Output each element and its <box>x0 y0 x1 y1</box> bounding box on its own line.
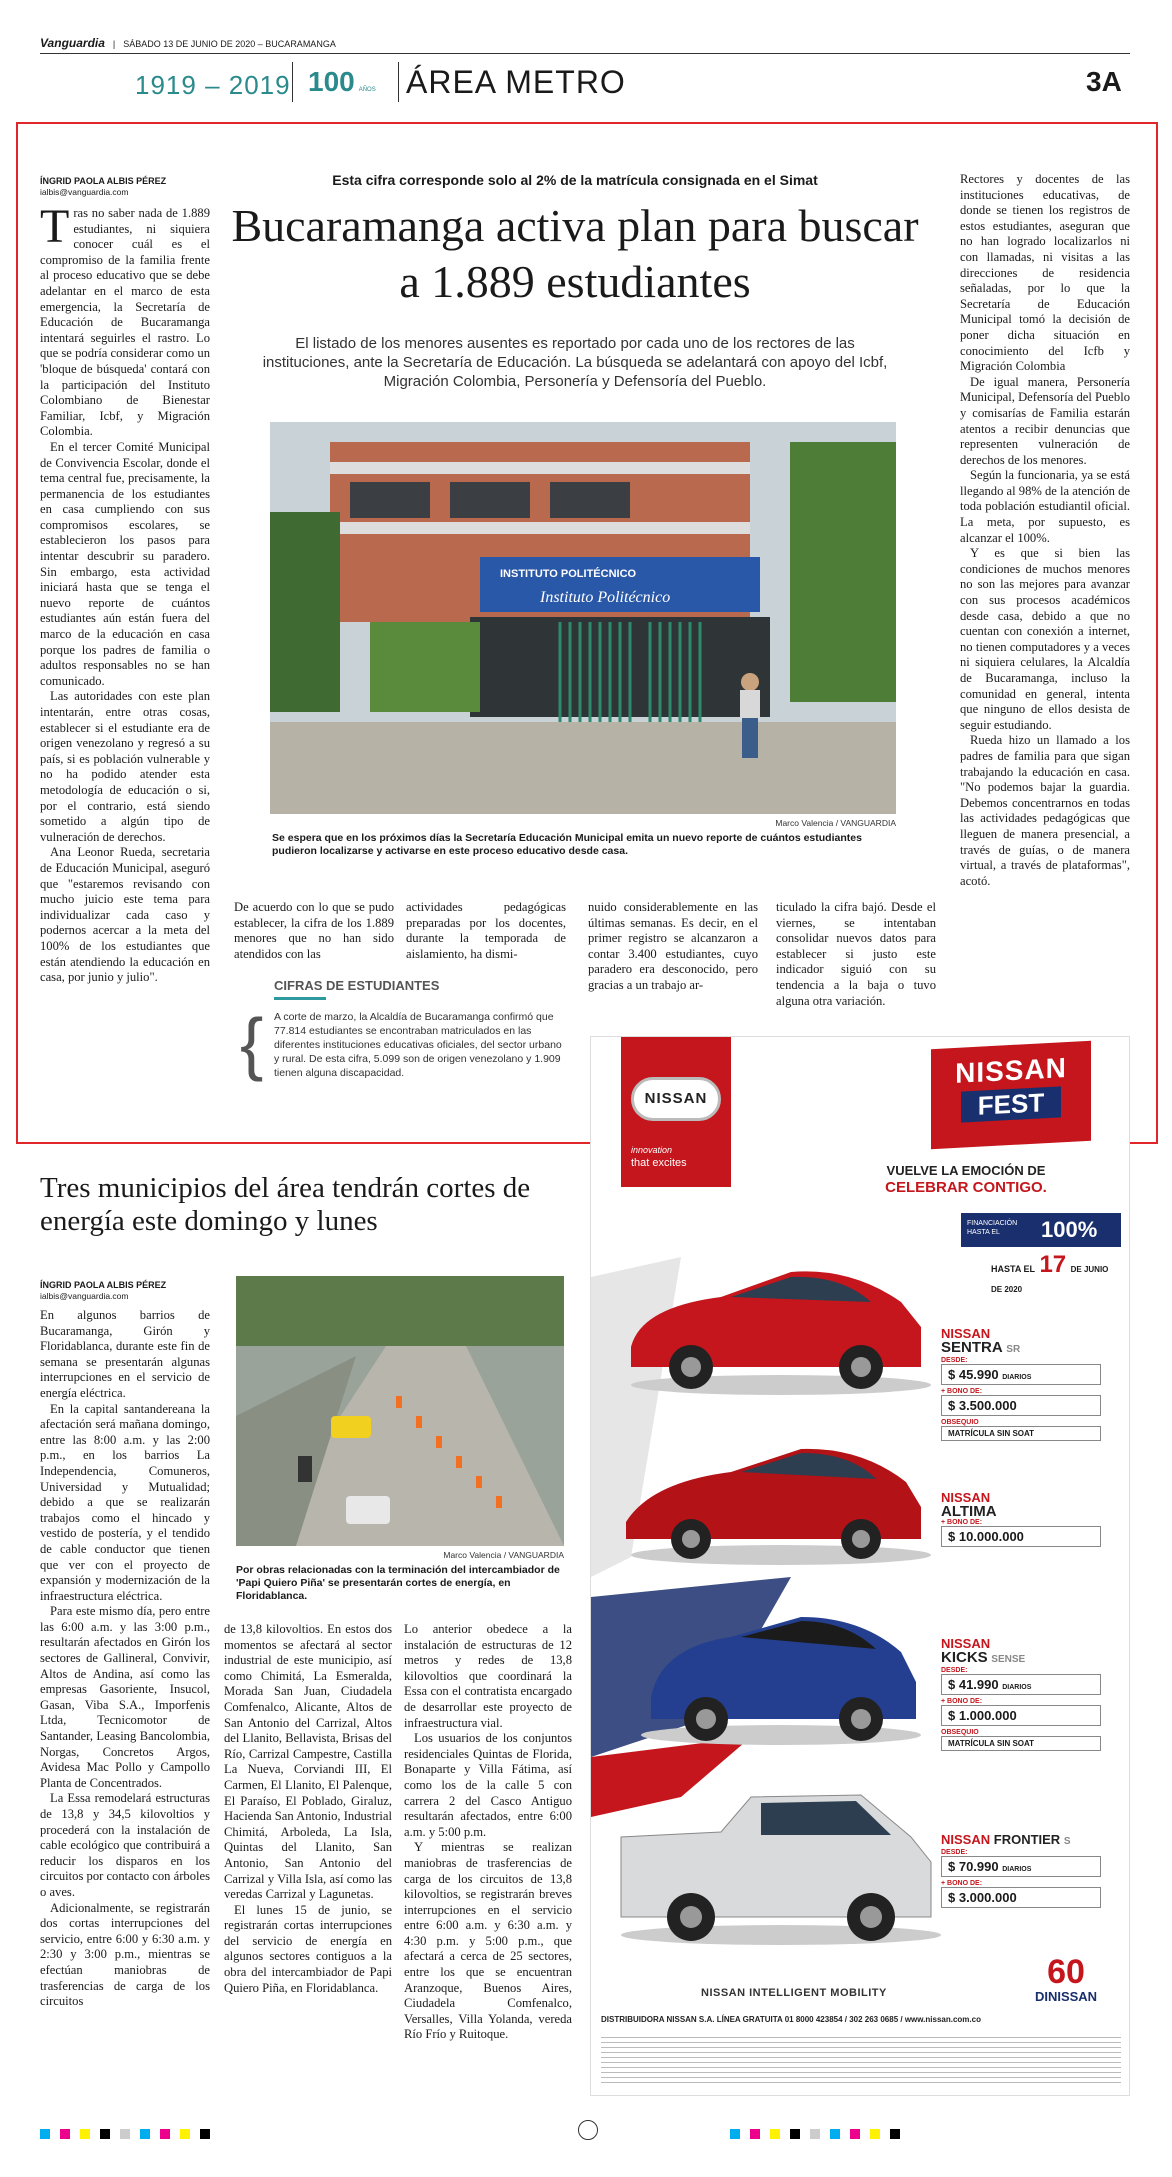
model-name: SENTRA <box>941 1339 1003 1356</box>
car-sentra-image <box>611 1247 931 1397</box>
article1-mid-column-1: De acuerdo con lo que se pudo establecer, la cifra de los 1.889 menores que no han sido atendidos con las <box>234 900 394 961</box>
nissan-logo: NISSAN <box>631 1077 721 1121</box>
registration-mark-icon <box>578 2120 598 2140</box>
article1-mid-column-3: nuido considerablemente en las últimas semanas. Es decir, en el primer registro se alcanzaron a contar 3.400 estudiantes, cuyo paradero era desconocido, pero gracias a un trabajo ar- <box>588 900 758 992</box>
article1-kicker: Esta cifra corresponde solo al 2% de la matrícula consignada en el Simat <box>332 172 818 188</box>
model-kicks: NISSAN KICKS SENSE DESDE: $ 41.990 DIARIOS + BONO DE: $ 1.000.000 OBSEQUIO MATRÍCULA SIN SOAT <box>941 1637 1121 1754</box>
anniversary-logo <box>308 66 376 98</box>
author-name: ÍNGRID PAOLA ALBIS PÉREZ <box>40 176 167 186</box>
model-frontier: NISSAN FRONTIER S DESDE: $ 70.990 DIARIOS + BONO DE: $ 3.000.000 <box>941 1833 1121 1911</box>
stats-box-text: A corte de marzo, la Alcaldía de Bucaramanga confirmó que 77.814 estudiantes se encontraban matriculados en las diferentes instituciones educativas oficiales, del sector urbano y rural. De esta cifra, 5.099 son de origen venezolano y 1.909 tienen alguna discapacidad. <box>274 1011 562 1079</box>
print-color-bar-right <box>730 2126 900 2144</box>
model-name: KICKS <box>941 1649 988 1666</box>
article1-column-1: Tras no saber nada de 1.889 estudiantes, ni siquiera conocer cuál es el compromiso de la familia frente al proceso educativo que se debe adelantar en el marco de esta emergencia, la Secretaría de Educación de Bucaramanga intentará seguirles el rastro. Lo que se podría considerar como un 'bloque de búsqueda' contará con la participación del Instituto Colombiano de Bienestar Familiar, Icbf, y Migración Colombia. En el tercer Comité Municipal de Convivencia Escolar, donde el tema central fue, precisamente, la permanencia de los estudiantes en casa cumpliendo con sus compromisos escolares, se establecieron los pasos para intentar descubrir su paradero. Sin embargo, esta actividad iniciará hasta que se tenga el nuevo reporte de cuántos estudiantes aún están fuera del marco de la educación en casa porque los padres de familia o adultos responsables no se han comunicado. Las autoridades con este plan intentarán, entre otras cosas, establecer si el estudiante era de origen venezolano y regresó a su país, si es población vulnerable y no ha podido atender esta metodología de educación o si, por el contrario, está siendo sometido a algún tipo de vulneración de derechos. Ana Leonor Rueda, secretaria de Educación Municipal, aseguró que "estaremos revisando con mucho juicio este tema para individualizar cada caso y podernos acercar a la meta del 100% de los estudiantes que están atendiendo la educación en casa, por junio y julio". <box>40 200 210 985</box>
nissan-fest-badge: NISSAN FEST <box>931 1041 1091 1149</box>
article2-author-block <box>40 1280 210 1308</box>
model-name: ALTIMA <box>941 1503 997 1520</box>
ad-mobility: NISSAN INTELLIGENT MOBILITY <box>701 1987 887 1999</box>
article2-column-1: En algunos barrios de Bucaramanga, Girón y Floridablanca, durante este fin de semana se presentarán algunas interrupciones en el servicio de energía eléctrica. En la capital santandereana la afectación será mañana domingo, entre las 8:00 a.m. y las 2:00 p.m., en los barrios La Independencia, Comuneros, Universidad y Mutualidad; debido a que se realizarán trabajos como el hincado y vestido de postería, y el tendido de cable conductor que tienen que ver con el proyecto de expansión y modernización de la infraestructura eléctrica. Para este mismo día, pero entre las 6:00 a.m. y las 3:00 p.m., resultarán afectados en Girón los sectores de Gallineral, Convivir, Altos de Andina, así como las empresas Gasoriente, Insucol, Gasan, Viba S.A., Imporfenis Ltda, Tecnicomotor de Santander, Leasing Bancolombia, Norgas, Concretos Argos, Avidesa Mac Pollo y Campollo Planta de Concentrados. La Essa remodelará estructuras de 13,8 y 34,5 kilovoltios y procederá con la instalación de cable ecológico que contribuirá a reducir los disparos en los circuitos por contacto con árboles o aves. Adicionalmente, se registrarán dos cortas interrupciones del servicio, entre 6:00 y 6:30 a.m. y 2:30 y 3:00 p.m., mientras se efectúan maniobras de trasferencias de carga de los circuitos <box>40 1308 210 2009</box>
ad-tagline-2: that excites <box>631 1157 687 1169</box>
car-altima-image <box>611 1427 931 1567</box>
article1-photo-credit: Marco Valencia / VANGUARDIA <box>775 818 896 828</box>
article2-column-3: Lo anterior obedece a la instalación de estructuras de 12 metros y redes de 13,8 kilovoltios que coordinará la Essa con el contratista encargado de desarrollar este proyecto de infraestructura vial. Los usuarios de los conjuntos residenciales Quintas de Florida, Bonaparte y Villa Fátima, así como los de la calle 5 con carrera 2 del Casco Antiguo resultarán afectados, entre 6:00 a.m. y 5:00 p.m. Y mientras se realizan maniobras de trasferencias de carga de los circuitos de 13,8 kilovoltios, se registrarán breves interrupciones en el servicio entre 6:00 a.m. y 6:30 a.m. y 4:30 p.m. y 5:00 p.m., que afectará a cerca de 25 sectores, entre los que se encuentran Aranzoque, Buenos Aires, Ciudadela Comfenalco, Versalles, Villa Yolanda, vereda Río Frío y Ruitoque. <box>404 1622 572 2042</box>
page-number: 3A <box>1086 66 1122 97</box>
drop-cap: T <box>40 200 70 253</box>
until-date: HASTA EL 17 DE JUNIO DE 2020 <box>991 1251 1109 1294</box>
article1-mid-column-4: ticulado la cifra bajó. Desde el viernes, se intentaban consolidar nuevos datos para establecer si justo este indicador siguió con su tendencia a la baja o tuvo alguna otra variación. <box>776 900 936 1008</box>
section-title: ÁREA METRO <box>406 64 626 100</box>
school-photo-illustration <box>270 422 896 814</box>
author-name: ÍNGRID PAOLA ALBIS PÉREZ <box>40 1280 167 1290</box>
ad-distributor: DISTRIBUIDORA NISSAN S.A. LÍNEA GRATUITA 01 8000 423854 / 302 263 0685 / www.nissan.com.co <box>601 2015 981 2024</box>
car-frontier-image <box>611 1777 941 1947</box>
print-color-bar-left <box>40 2126 210 2144</box>
roadworks-photo-illustration <box>236 1276 564 1546</box>
article1-headline: Bucaramanga activa plan para buscar a 1.889 estudiantes <box>231 200 919 307</box>
model-altima: NISSAN ALTIMA + BONO DE: $ 10.000.000 <box>941 1491 1121 1550</box>
ad-headline-2: CELEBRAR CONTIGO. <box>885 1179 1047 1196</box>
article2-headline: Tres municipios del área tendrán cortes de energía este domingo y lunes <box>40 1172 531 1237</box>
years-label: 1919 – 2019 <box>135 70 291 100</box>
ad-brand-panel <box>621 1037 731 1187</box>
nissan-ad[interactable] <box>590 1036 1130 2096</box>
author-email: ialbis@vanguardia.com <box>40 187 129 197</box>
date-line: SÁBADO 13 DE JUNIO DE 2020 – BUCARAMANGA <box>123 39 336 49</box>
article1-photo <box>270 422 896 814</box>
article1-photo-caption: Se espera que en los próximos días la Secretaría Educación Municipal emita un nuevo reporte de cuántos estudiantes pudieron localizarse y activarse en este proceso educativo desde casa. <box>272 832 862 857</box>
article2-column-2: de 13,8 kilovoltios. En estos dos momentos se afectará al sector industrial de este municipio, así como Chimitá, La Esmeralda, Morada San Juan, Ciudadela Comfenalco, Alicante, Altos de San Antonio del Carrizal, Altos del Llanito, Bellavista, Brisas del Río, Carrizal Campestre, Castilla La Nueva, Corviandi III, El Carmen, El Llanito, El Palenque, El Paraíso, El Poblado, Giraluz, Hacienda San Antonio, Industrial Chimitá, Arboleda, La Isla, Quintas del Llanito, San Antonio, San Antonio del Carrizal y Villa Isla, así como las veredas Carrizal y Lagunetas. El lunes 15 de junio, se registrarán cortas interrupciones del servicio de energía en algunos sectores contiguos a la obra del intercambiador de Papi Quiero Piña, en Floridablanca. <box>224 1622 392 1995</box>
author-email: ialbis@vanguardia.com <box>40 1291 129 1301</box>
anniversary-years: AÑOS <box>358 87 376 93</box>
stats-box-title: CIFRAS DE ESTUDIANTES <box>274 978 440 993</box>
article2-photo <box>236 1276 564 1546</box>
article1-right-column: Rectores y docentes de las instituciones educativas, de donde se tienen los registros de estos estudiantes, aseguran que no han logrado localizarlos ni con llamadas, ni visitas a las direcciones de residencia señaladas, por lo que la Secretaría de Educación Municipal tomó la decisión de poner dicha situación en conocimiento del Icfb y Migración Colombia De igual manera, Personería Municipal, Defensoría del Pueblo y comisarías de Familia estarán atentos a recibir denuncias que representen vulneración de derechos de los menores. Según la funcionaria, ya se está llegando al 98% de la atención de toda población estudiantil oficial. La meta, por supuesto, es alcanzar el 100%. Y es que si bien las condiciones de muchos menores no son las mejores para avanzar con sus procesos académicos desde casa, debido a que no cuentan con conexión a internet, no tienen computadores y a veces ni siquiera celulares, la Alcaldía de Bucaramanga, incluso la comunidad en general, intenta que ninguno de ellos desista de seguir estudiando. Rueda hizo un llamado a los padres de familia para que sigan trabajando la educación en casa. "No podemos bajar la guardia. Debemos concentrarnos en todas las actividades pedagógicas que lleguen de manera presencial, a través de guías, o de manera virtual, a través de plataformas", acotó. <box>960 172 1130 888</box>
anniversary-number: 100 <box>308 66 355 97</box>
ad-tagline-1: innovation <box>631 1145 673 1155</box>
masthead: Vanguardia | SÁBADO 13 DE JUNIO DE 2020 – BUCARAMANGA <box>40 34 1130 54</box>
article1-deck: El listado de los menores ausentes es reportado por cada uno de los rectores de las instituciones, ante la Secretaría de Educación. La búsqueda se adelantará con apoyo del Icbf, Migración Colombia, Personería y Defensoría del Pueblo. <box>262 335 888 390</box>
ad-fine-print <box>601 2033 1121 2087</box>
photo-sign-main: Instituto Politécnico <box>540 589 671 606</box>
article2-photo-credit: Marco Valencia / VANGUARDIA <box>443 1550 564 1560</box>
brand-logo: Vanguardia <box>40 36 105 50</box>
photo-sign-top: INSTITUTO POLITÉCNICO <box>500 568 637 580</box>
stats-box <box>234 978 564 1080</box>
car-kicks-image <box>631 1597 931 1747</box>
article1-mid-column-2: actividades pedagógicas preparadas por los docentes, durante la temporada de aislamiento, ha dismi- <box>406 900 566 961</box>
model-name: FRONTIER <box>993 1832 1061 1847</box>
model-sentra: NISSAN SENTRA SR DESDE: $ 45.990 DIARIOS + BONO DE: $ 3.500.000 OBSEQUIO MATRÍCULA SIN SOAT <box>941 1327 1121 1444</box>
finance-badge: FINANCIACIÓN HASTA EL 100% <box>961 1213 1121 1247</box>
article2-photo-caption: Por obras relacionadas con la terminación del intercambiador de 'Papi Quiero Piña' se presentarán cortes de energía, en Floridablanca. <box>236 1564 560 1602</box>
brace-icon: { <box>240 1004 264 1082</box>
dinissan-logo: 60 DINISSAN <box>1034 1953 1098 2004</box>
ad-headline-1: VUELVE LA EMOCIÓN DE <box>886 1163 1046 1178</box>
